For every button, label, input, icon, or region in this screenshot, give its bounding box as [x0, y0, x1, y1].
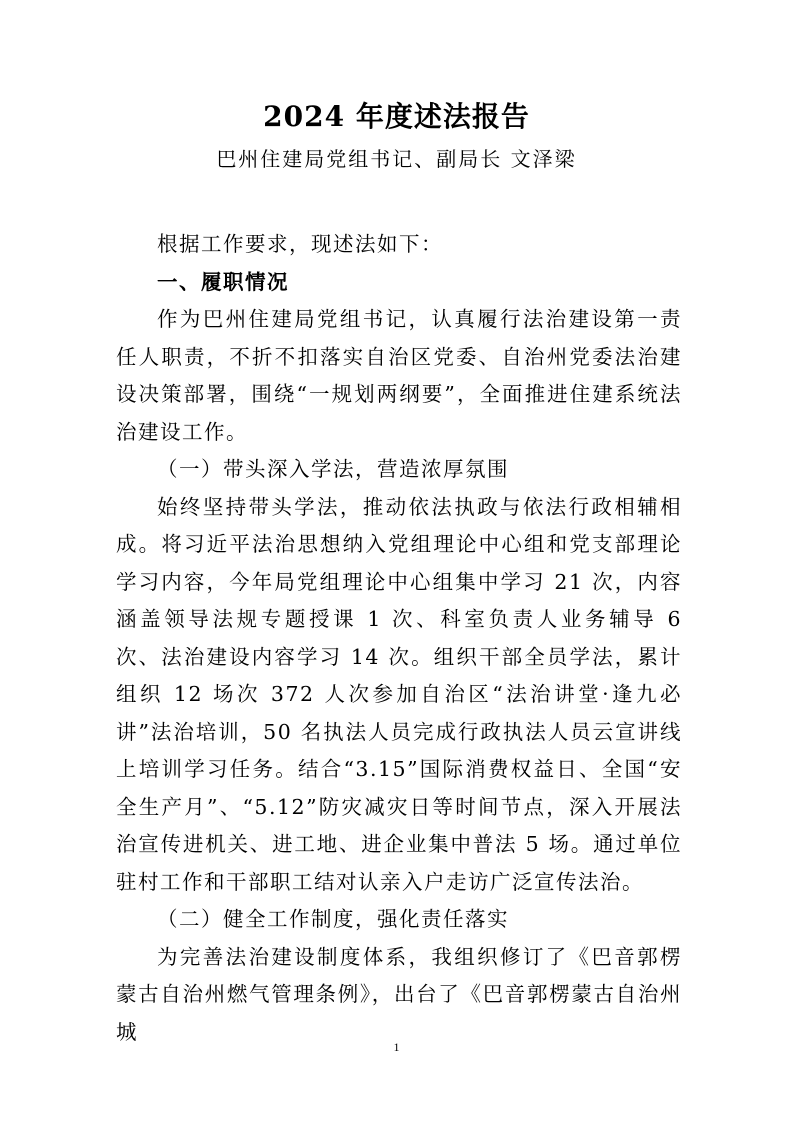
document-body [116, 226, 682, 1051]
intro-paragraph: 根据工作要求，现述法如下： [157, 232, 443, 256]
section-heading-1: 一、履职情况 [157, 269, 289, 294]
document-title: 2024 年度述法报告 [263, 100, 530, 133]
document-subtitle: 巴州住建局党组书记、副局长 文泽梁 [216, 147, 577, 171]
subsection2-paragraph: 为完善法治建设制度体系，我组织修订了《巴音郭楞蒙古自治州燃气管理条例》，出台了《巴音郭楞蒙古自治州城 [116, 944, 682, 1044]
subsection-heading-1: （一）带头深入学法，营造浓厚氛围 [157, 457, 509, 481]
subsection1-paragraph: 始终坚持带头学法，推动依法执政与依法行政相辅相成。将习近平法治思想纳入党组理论中心组和党支部理论学习内容，今年局党组理论中心组集中学习 21 次，内容涵盖领导法规专题授课 1 次、科室负责人业务辅导 6 次、法治建设内容学习 14 次。组织干部全员学法，累计组织 12 场次 372 人次参加自治区“法治讲堂·逢九必讲”法治培训，50 名执法人员完成行政执法人员云宣讲线上培训学习任务。结合“3.15”国际消费权益日、全国“安全生产月”、“5.12”防灾减灾日等时间节点，深入开展法治宣传进机关、进工地、进企业集中普法 5 场。通过单位驻村工作和干部职工结对认亲入户走访广泛宣传法治。 [116, 494, 682, 894]
subsection-heading-2: （二）健全工作制度，强化责任落实 [157, 907, 509, 931]
page-number: 1 [393, 1040, 400, 1054]
section1-paragraph: 作为巴州住建局党组书记，认真履行法治建设第一责任人职责，不折不扣落实自治区党委、自治州党委法治建设决策部署，围绕“一规划两纲要”，全面推进住建系统法治建设工作。 [116, 307, 682, 444]
